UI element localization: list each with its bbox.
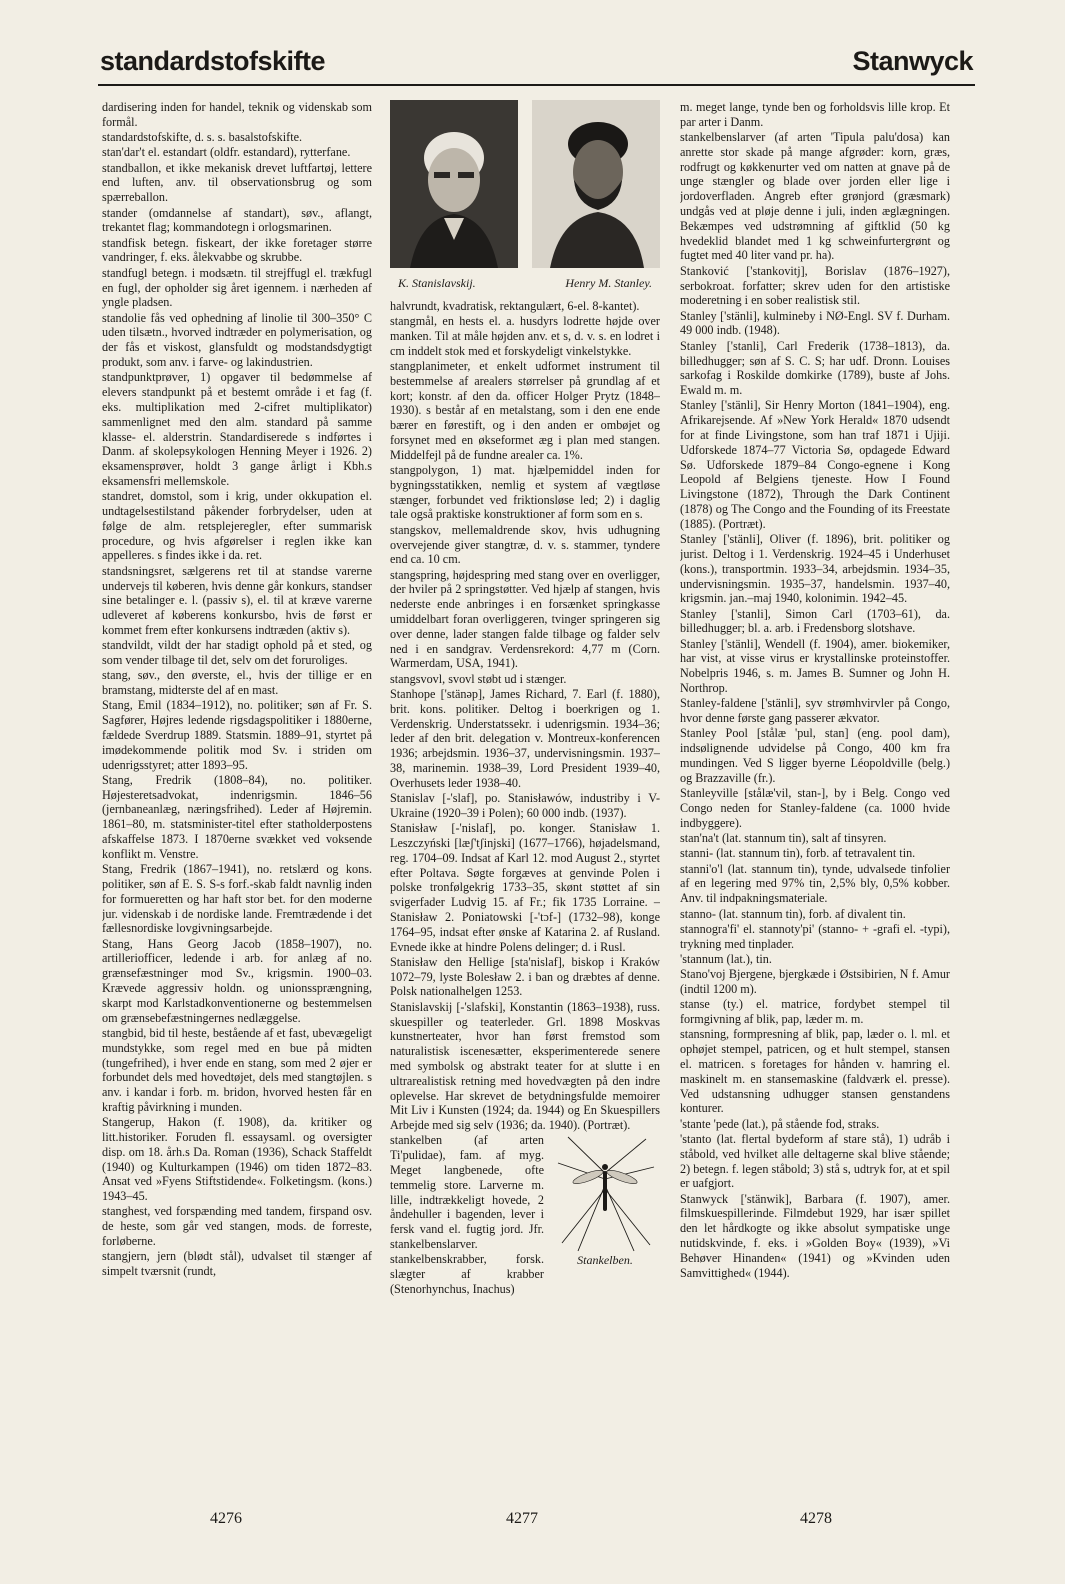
column-2 [390,100,660,1500]
entry: stangjern, jern (blødt stål), udvalset til stænger af simpelt tværsnit (rundt, [102,1249,372,1279]
portrait-stanislavskij [390,100,518,268]
portrait-row [390,100,660,300]
entry: stanni- (lat. stannum tin), forb. af tetravalent tin. [680,846,916,861]
entry: Stanley ['stanli], Carl Frederik (1738–1813), da. billedhugger; søn af S. C. S; har udf. Dronn. Louises sarkofag i Roskilde domkirke (1789), buste af Johs. Ewald m. m. [680,338,950,398]
entry: Stanley ['stänli], Oliver (f. 1896), brit. politiker og jurist. Deltog i 1. Verdenskrig. 1924–45 i Underhuset (kons.), transportmin. 1933–34, arbejdsmin. 1934–35, undervisningsmin. 1935–37, handelsmin. 1937–40, krigsmin. jan.–maj 1940, kolonimin. 1942–45. [680,532,950,606]
entry: standpunktprøver, 1) opgaver til bedømmelse af elevers standpunkt på et bestemt område i et fag (f. eks. multiplikation med 2-cifret multiplikator) sammenlignet med den alm. standard på samme klasse- el. alderstrin. Standardiserede s indførtes i Danm. af skolepsykologen Henning Meyer i 1926. 2) eksamensprøver, holdt 3 gange årligt i Kbh.s eksamensfri mellemskole. [102,370,372,488]
stankelben-figure [550,1133,660,1273]
entry: 'stanto (lat. flertal bydeform af stare stå), 1) udråb i ståbold, ved hvilket alle deltagerne skal blive stående; 2) betegn. f. legen ståbold; 3) stå s, udtryk for, at et spil er uafgjort. [680,1131,950,1191]
entry: standballon, et ikke mekanisk drevet luftfartøj, lettere end luften, anv. til observationsbrug og som spærreballon. [102,160,372,205]
portrait-captions [390,276,660,291]
entry: Stanley-faldene ['stänli], syv strømhvirvler på Congo, hvor denne første gang passerer ækvator. [680,696,950,726]
entry: Stanislav [-'slaf], po. Stanisławów, industriby i V-Ukraine (1920–39 i Polen); 60 000 indb. (1937). [390,791,660,820]
stankelben-caption: Stankelben. [577,1253,633,1268]
entry: stansning, formpresning af blik, pap, læder o. l. ml. et ophøjet stempel, patricen, og et hult stempel, stansen el. matricen. s foretages for hånden v. hamring el. maskinelt m. en stansemaskine (faldværk el. presse). Ved udstansning udhugger stansen genstandens konturer. [680,1027,950,1116]
entry: stang, søv., den øverste, el., hvis der tillige er en bramstang, midterste del af en mast. [102,668,372,698]
entry: standardstofskifte, d. s. s. basalstofskifte. [102,130,303,145]
entry: Stanley Pool [stålæ 'pul, stan] (eng. pool dam), indsølignende udvidelse på Congo, 400 km fra mundingen. Ved S ligger byerne Léopoldville (belg.) og Brazzaville (fr.). [680,726,950,785]
entry: stanni'o'l (lat. stannum tin), tynde, udvalsede tinfolier af en legering med 97% tin, 2,5% bly, 0,5% kobber. Anv. til indpakningsmateriale. [680,861,950,906]
running-head-left: standardstofskifte [100,46,326,76]
entry: standfugl betegn. i modsætn. til strejffugl el. trækfugl en fugl, der opholder sig året igennem. i nærheden af yngle pladsen. [102,265,372,310]
entry: stan'na't (lat. stannum tin), salt af tinsyren. [680,831,887,846]
entry: 'stante 'pede (lat.), på stående fod, straks. [680,1116,880,1131]
column-3 [680,100,950,1500]
entry: Stang, Hans Georg Jacob (1858–1907), no. artilleriofficer, ledende i arb. for anlæg af no. grænsefæstninger mod Sv., krigsmin. 1900–03. Krævede aggressiv holdn. og unionssprængning, skarpt mod Karlstadkonventionerne og bestemmelsen om grænsebefæstningernes nedlæggelse. [102,936,372,1025]
page-number-right: 4278 [800,1510,832,1527]
entry: stanghest, ved forspænding med tandem, firspand osv. de heste, som går ved stangen, mods. de forreste, forløberne. [102,1204,372,1249]
entry: Stang, Fredrik (1867–1941), no. retslærd og kons. politiker, søn af E. S. S-s forf.-skab faldt navnlig inden for formueretten og har haft stor bet. for den moderne jur. videnskab i de nordiske lande. Fremtrædende i det fællesnordiske lovgivningsarbejde. [102,862,372,936]
page-number-middle: 4277 [506,1510,538,1527]
entry: Stang, Emil (1834–1912), no. politiker; søn af Fr. S. Sagfører, Højres ledende rigsdagspolitiker i 1880erne, fældede Sverdrup 1889. Statsmin. 1889–91, styrtet på imødekommende politik mod Sv. i striden om udenrigsstyret; atter 1893–95. [102,698,372,772]
running-head-right: Stanwyck [852,46,973,76]
page-number-left: 4276 [210,1510,242,1527]
entry: halvrundt, kvadratisk, rektangulært, 6-el. 8-kantet). [390,298,640,313]
portrait-stanley-image [532,100,660,268]
header-rule [98,84,975,86]
entry: stankelben (af arten Ti'pulidae), fam. af myg. Meget langbenede, ofte temmelig store. Larverne m. lille, indtrækkeligt hovede, 2 åndehuller i bagenden, lever i fersk vand el. fugtig jord. Jfr. stankelbenslarver. [390,1133,544,1251]
entry: Stanwyck ['stänwik], Barbara (f. 1907), amer. filmskuespillerinde. Filmdebut 1929, har især spillet den let hårdkogte og ikke absolut sympatiske unge nutidskvinde, f. eks. i »Golden Boy« (1939), »Vi Behøver Hinanden« (1941) og »Kvinden uden Samvittighed« (1944). [680,1191,950,1280]
entry: Stano'voj Bjergene, bjergkæde i Østsibirien, N f. Amur (indtil 1200 m). [680,967,950,997]
entry: Stanleyville [stålæ'vil, stan-], by i Belg. Congo ved Congo neden for Stanley-faldene (ca. 1000 hvide indbyggere). [680,786,950,830]
portrait-stanley [532,100,660,268]
entry: stannogra'fi' el. stannoty'pi' (stanno- + -grafi el. -typi), trykning med tinplader. [680,921,950,951]
entry: stangplanimeter, et enkelt udformet instrument til bestemmelse af arealers størrelser på grundlag af et kort; konstr. af den da. officer Holger Prytz (1848–1930). s består af en metalstang, som i den ene ende bærer en førestift, og i den anden er ombøjet og forsynet med en økseformet æg i plan med stangen. Middelfejl på de fundne arealer ca. 1%. [390,358,660,462]
entry: dardisering inden for handel, teknik og videnskab som formål. [102,100,372,129]
entry: stangsvovl, svovl støbt ud i stænger. [390,671,567,686]
entry: Stangerup, Hakon (f. 1908), da. kritiker og litt.historiker. Foruden fl. essaysaml. og oversigter disp. om 18. årh.s Da. Roman (1936), Schack Staffeldt (1940) og Kulturkampen (1946) om tiden 1872–83. Ansat ved »Fyens Stiftstidende«. Folketingsm. (kons.) 1943–45. [102,1115,372,1204]
entry: m. meget lange, tynde ben og forholdsvis lille krop. Et par arter i Danm. [680,100,950,129]
crane-fly-illustration [550,1133,660,1253]
entry: standfisk betegn. fiskeart, der ikke foretager større vandringer, f. eks. ålekvabbe og skrubbe. [102,235,372,265]
entry: Stang, Fredrik (1808–84), no. politiker. Højesteretsadvokat, indenrigsmin. 1846–56 (jernbaneanlæg, næringsfrihed). Leder af Højremin. 1861–80, m. statsminister-titel efter statholderpostens afskaffelse 1873. I 1870erne svækket ved voksende konflikt m. Venstre. [102,772,372,861]
column-1 [102,100,372,1500]
entry: Stanisław den Hellige [sta'nislaf], biskop i Kraków 1072–79, lyste Bolesław 2. i ban og dræbtes af denne. Polsk nationalhelgen 1253. [390,954,660,999]
entry: stanse (ty.) el. matrice, fordybet stempel til formgivning af blik, pap, læder m. m. [680,997,950,1027]
entry: standvildt, vildt der har stadigt ophold på et sted, og som vender tilbage til det, selv om det foruroliges. [102,638,372,667]
entry: stan'dar't el. estandart (oldfr. estandard), rytterfane. [102,145,351,160]
entry: Stanley ['stanli], Simon Carl (1703–61), da. billedhugger; bl. a. arb. i Fredensborg slotshave. [680,606,950,636]
entry: Stanisław [-'nislaf], po. konger. Stanisław 1. Leszczyński [læʃ'tʃinjski] (1677–1766), højadelsmand, reg. 1704–09. Indsat af Karl 12. mod August 2., styrtet efter Poltava. Søgte forgæves at genvinde Polen i polske tronfølgekrig 1733–35, skønt støttet af sin svigerfader Ludvig 15. af Fr.; fik 1735 Lorraine. – Stanisław 2. Poniatowski [-'tɔf-] (1732–98), konge 1764–95, indsat efter ønske af Katarina 2. af Rusland. Evnede ikke at hindre Polens delinger; d. i Rusl. [390,821,660,954]
caption-stanley: Henry M. Stanley. [565,276,652,290]
entry: stanno- (lat. stannum tin), forb. af divalent tin. [680,906,906,921]
entry: stankelbenskrabber, forsk. slægter af krabber (Stenorhynchus, Inachus) [390,1252,544,1296]
entry: standolie fås ved ophedning af linolie til 300–350° C uden tilsætn., hvorved indtræder en polymerisation, og der fås et viskost, glansfuldt og modstandsdygtigt produkt, som anv. i farve- og lakindustrien. [102,310,372,370]
entry: stangspring, højdespring med stang over en overligger, der hviler på 2 springstøtter. Ved hjælp af stangen, hvis nederste ende anbringes i en forsænket springkasse umiddelbart foran overliggeren, tvinger springeren sig over denne, lader stangen falde tilbage og falder selv ned i en sandgrav. Verdensrekord: 4,77 m (Corn. Warmerdam, USA, 1941). [390,567,660,671]
entry: 'stannum (lat.), tin. [680,951,772,966]
entry: stangmål, en hests el. a. husdyrs lodrette højde over manken. Til at måle højden anv. et s, d. v. s. en lodret i cm inddelt stok med et forskydeligt vinkelstykke. [390,314,660,358]
entry: stangbid, bid til heste, bestående af et fast, ubevægeligt mundstykke, som regel med en bue på midten (tungefrihed), i hver ende en stang, som med 2 øjer er forbundet dels med hovedtøjet, dels med stangtøjlen. s anv. i kandar i forb. m. bridon, hvorved hesten får en kraftig påvirkning i munden. [102,1025,372,1114]
entry: standret, domstol, som i krig, under okkupation el. undtagelsestilstand påkender forbrydelser, uden at følge de alm. retsplejeregler, efter summarisk procedure, og hvis afgørelser i reglen ikke kan appelleres. s findes ikke i da. ret. [102,489,372,563]
entry: stangskov, mellemaldrende skov, hvis udhugning overvejende giver stangtræ, d. v. s. stammer, tyndere end ca. 10 cm. [390,522,660,567]
entry: stankelbenslarver (af arten 'Tipula palu'dosa) kan anrette stor skade på mange afgrøder: korn, græs, rodfrugt og køkkenurter ved om natten at gnave på de unge stængler og blade over jorden eller lige i jordoverfladen. Angreb efter grønjord (græsmark) undgås ved at pløje denne i juli, inden æglægningen. Bekæmpes ved udstrømning af giftklid (50 kg hvedeklid blandet med 1 kg schweinfurtergrønt og fugtet med 40 liter vand pr. ha). [680,130,950,263]
caption-stanislavskij: K. Stanislavskij. [398,276,476,290]
entry: Stanhope ['stänəp], James Richard, 7. Earl (f. 1880), brit. kons. politiker. Deltog i boerkrigen og 1. Verdenskrig. Understatssekr. i udenrigsmin. 1934–36; leder af den brit. delegation v. Montreux-konferencen 1936; arbejdsmin. 1936–37, undervisningsmin. 1937–38, marinemin. 1938–39, Lord President 1939–40, Overhusets leder 1938–40. [390,687,660,790]
entry: Stanley ['stänli], Sir Henry Morton (1841–1904), eng. Afrikarejsende. Af »New York Herald« 1870 udsendt for at finde Livingstone, som han traf 1871 i Ujiji. Udforskede 1874–77 Victoria Sø, opdagede Edward Sø. Udforskede 1879–84 Congo-egnene i Kong Leopold af Belgiens tjeneste. How I Found Livingstone (1872), Through the Dark Continent (1878) og The Congo and the Founding of its Freestate (1885). (Portræt). [680,398,950,531]
portrait-stanislavskij-image [390,100,518,268]
entry: Stanley ['stänli], Wendell (f. 1904), amer. biokemiker, har vist, at visse virus er krystallinske proteinstoffer. Nobelpris 1946, s. m. James B. Sumner og John H. Northrop. [680,636,950,696]
entry: Stanković ['stankovitj], Borislav (1876–1927), serbokroat. forfatter; skrev uden for den artistiske moderetning i en sober realistisk stil. [680,263,950,308]
entry: standsningsret, sælgerens ret til at standse varerne undervejs til køberen, hvis denne går konkurs, standser sine betalinger e. l. (passiv s), el. til at kræve varerne udleveret af køberens konkursbo, hvis de først er kommet frem efter konkursens indtræden (aktiv s). [102,563,372,637]
entry: Stanley ['stänli], kulmineby i NØ-Engl. SV f. Durham. 49 000 indb. (1948). [680,308,950,338]
stankelben-block [390,1133,660,1296]
entry: stangpolygon, 1) mat. hjælpemiddel inden for bygningsstatikken, nemlig et system af vægtløse stænger, forbundet ved friktionsløse led; 2) i daglig tale også praktiske konstruktioner af form som en s. [390,463,660,522]
entry: Stanislavskij [-'slafski], Konstantin (1863–1938), russ. skuespiller og teaterleder. Grl. 1898 Moskvas kunstnerteater, hvor han først fremstod som naturalistisk iscenesætter, eksperimenterede senere med symbolsk og abstrakt teater for at slutte i en ultrarealistisk retning med hovedvægten på den indre oplevelse. Har skrevet de betydningsfulde memoirer Mit Liv i Kunsten (1924; da. 1944) og En Skuespillers Arbejde med sig selv (1936; da. 1940). (Portræt). [390,999,660,1133]
entry: stander (omdannelse af standart), søv., aflangt, trekantet flag; kommandotegn i orlogsmarinen. [102,205,372,235]
